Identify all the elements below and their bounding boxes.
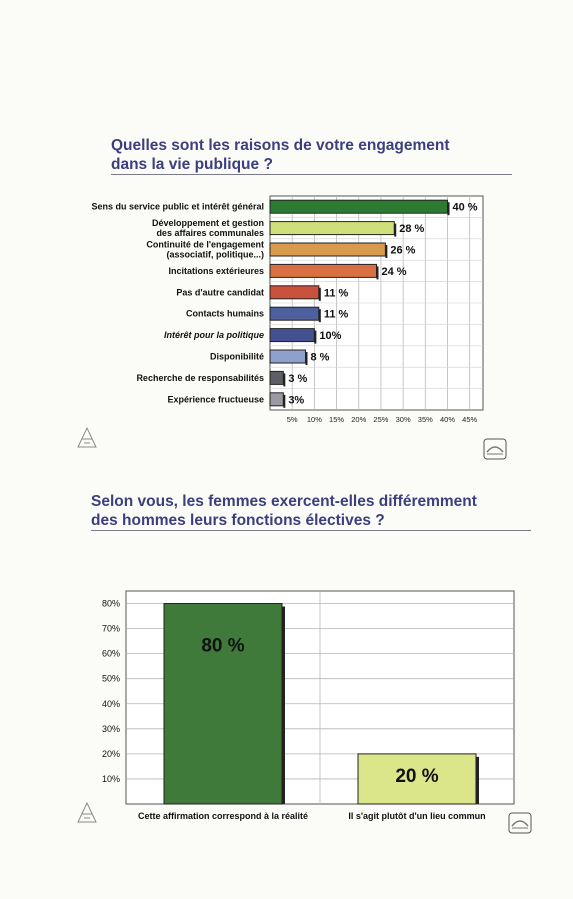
bar <box>164 604 282 804</box>
decorative-sketch-icon <box>75 800 99 822</box>
category-label: Développement et gestion <box>151 218 264 229</box>
decorative-sketch-icon <box>75 425 99 447</box>
data-label: 8 % <box>310 351 330 364</box>
y-tick-label: 50% <box>101 673 120 684</box>
category-label: Sens du service public et intérêt général <box>91 201 264 212</box>
y-tick-label: 80% <box>101 598 120 609</box>
category-label: Expérience fructueuse <box>167 394 264 405</box>
x-tick-label: 5% <box>286 415 298 424</box>
category-label: Continuité de l'engagement <box>146 239 264 250</box>
category-label: Intérêt pour la politique <box>163 330 264 341</box>
x-tick-label: 20% <box>351 415 367 424</box>
senat-seal-icon <box>483 438 507 460</box>
category-label: Disponibilité <box>210 351 264 362</box>
data-label: 40 % <box>452 201 478 214</box>
y-tick-label: 70% <box>101 623 120 634</box>
category-label: Incitations extérieures <box>168 265 264 276</box>
data-label: 20 % <box>395 765 439 787</box>
chart-2-title-line: Selon vous, les femmes exercent-elles différemment <box>91 493 477 510</box>
data-label: 80 % <box>201 635 245 657</box>
y-tick-label: 60% <box>101 648 120 659</box>
data-label: 28 % <box>399 223 425 236</box>
x-tick-label: 35% <box>417 415 433 424</box>
data-label: 11 % <box>323 287 349 300</box>
x-tick-label: 25% <box>373 415 389 424</box>
x-tick-label: 10% <box>306 415 322 424</box>
x-tick-label: 30% <box>395 415 411 424</box>
chart-1-title-line: dans la vie publique ? <box>111 156 273 173</box>
category-label: Il s'agit plutôt d'un lieu commun <box>348 811 486 821</box>
category-label: Recherche de responsabilités <box>136 372 264 383</box>
data-label: 11 % <box>323 308 349 321</box>
y-tick-label: 20% <box>101 748 120 759</box>
y-tick-label: 10% <box>101 773 120 784</box>
senat-seal-icon <box>508 812 532 834</box>
x-tick-label: 40% <box>439 415 456 424</box>
data-label: 3% <box>288 394 305 407</box>
data-label: 24 % <box>381 265 407 278</box>
x-tick-label: 45% <box>462 415 478 424</box>
data-label: 26 % <box>390 244 416 257</box>
x-tick-label: 15% <box>329 415 345 424</box>
data-label: 3 % <box>288 372 308 385</box>
category-label: Pas d'autre candidat <box>176 287 264 298</box>
category-label: des affaires communales <box>156 228 264 239</box>
chart-1-title-line: Quelles sont les raisons de votre engagement <box>111 137 450 154</box>
y-tick-label: 30% <box>101 723 120 734</box>
category-label: Contacts humains <box>185 308 264 319</box>
data-label: 10% <box>319 330 342 343</box>
y-tick-label: 40% <box>101 698 120 709</box>
category-label: (associatif, politique...) <box>166 249 264 260</box>
chart-2-title-line: des hommes leurs fonctions électives ? <box>91 512 385 529</box>
category-label: Cette affirmation correspond à la réalité <box>137 811 309 821</box>
